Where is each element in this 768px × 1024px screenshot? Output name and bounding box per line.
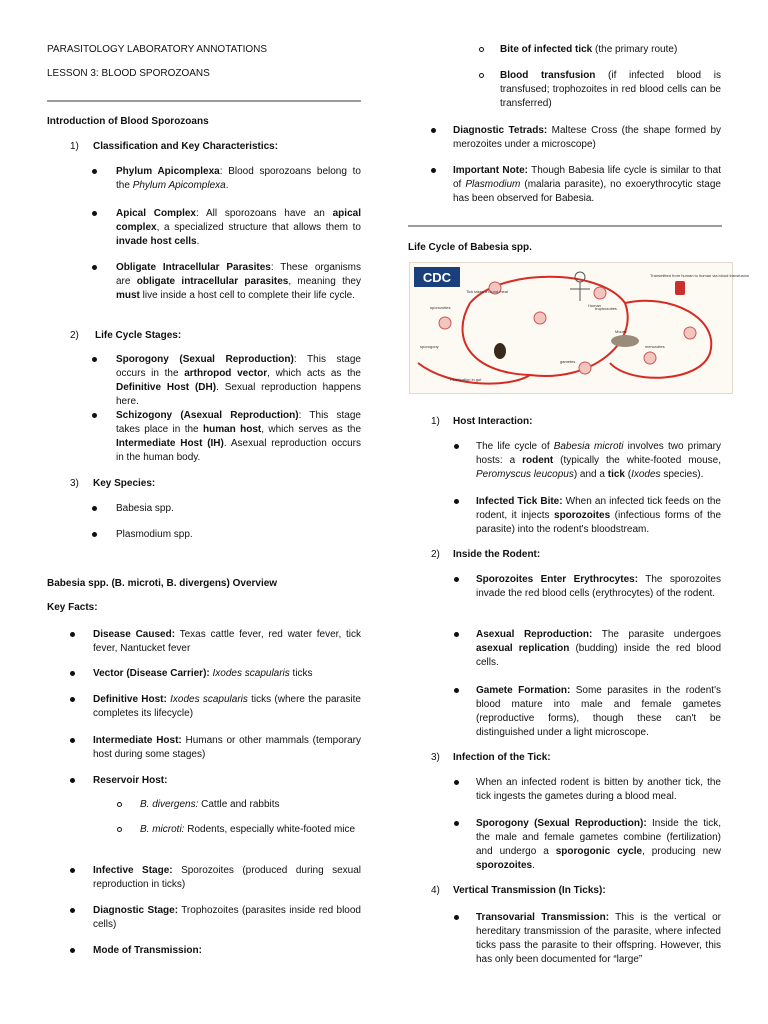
bullet: [70, 632, 75, 637]
bullet: [454, 915, 459, 920]
fact-mode-of-transmission: Mode of Transmission:: [93, 945, 202, 956]
tick-icon: [494, 343, 506, 359]
sub-bullet: [117, 827, 122, 832]
bullet: [92, 211, 97, 216]
section-number: 4): [431, 885, 440, 896]
section-title: Classification and Key Characteristics:: [93, 141, 279, 152]
bullet: [454, 688, 459, 693]
divider: [408, 225, 722, 227]
bullet: [92, 169, 97, 174]
section-number: 1): [431, 416, 440, 427]
list-item: The life cycle of Babesia microti involves two primary hosts: a rodent (typically the white-footed mouse, Peromyscus leucopus) and a tick (Ixodes species).: [476, 441, 722, 480]
section-title: Life Cycle Stages:: [95, 330, 182, 341]
fact-intermediate-host: Intermediate Host: Humans or other mammals (temporary host during some stages): [93, 735, 361, 760]
cell: [644, 352, 656, 364]
cell: [534, 312, 546, 324]
bullet: [454, 577, 459, 582]
bullet: [454, 444, 459, 449]
list-item: Plasmodium spp.: [116, 529, 193, 540]
list-item: Sporogony (Sexual Reproduction): This stage occurs in the arthropod vector, which acts as the Definitive Host (DH). Sexual reproduction happens here.: [116, 354, 361, 407]
mode-bite: Bite of infected tick (the primary route): [500, 44, 678, 55]
cdc-logo: CDC: [422, 270, 452, 285]
fact-infective-stage: Infective Stage: Sporozoites (produced during sexual reproduction in ticks): [93, 865, 362, 890]
figure-label: gametes: [560, 359, 576, 364]
section-title: Infection of the Tick:: [453, 752, 551, 763]
section-number: 2): [431, 549, 440, 560]
fact-diagnostic-stage: Diagnostic Stage: Trophozoites (parasites inside red blood cells): [93, 905, 361, 930]
bullet: [454, 821, 459, 826]
reservoir-microti: B. microti: Rodents, especially white-footed mice: [140, 824, 356, 835]
important-note: Important Note: Though Babesia life cycle is similar to that of Plasmodium (malaria parasite), no exoerythrocytic stage has been observed for Babesia.: [453, 165, 721, 204]
bullet: [92, 265, 97, 270]
bullet: [454, 780, 459, 785]
list-item: Infected Tick Bite: When an infected tick feeds on the rodent, it injects sporozoites (infectious forms of the parasite) into the rodent's bloodstream.: [476, 496, 721, 535]
bullet: [70, 948, 75, 953]
sub-bullet: [117, 802, 122, 807]
section-number: 2): [70, 330, 79, 341]
fact-diagnostic-tetrads: Diagnostic Tetrads: Maltese Cross (the shape formed by merozoites under a microscope): [453, 125, 722, 150]
bullet: [70, 697, 75, 702]
figure-label: Mouse: [615, 329, 628, 334]
fact-disease: Disease Caused: Texas cattle fever, red water fever, tick fever, Nantucket fever: [93, 629, 361, 654]
bullet: [454, 632, 459, 637]
list-item: Transovarial Transmission: This is the vertical or hereditary transmission of the parasite, where infected ticks pass the parasite to their offspring. However, this has only been documented for “large”: [476, 912, 721, 965]
fact-definitive-host: Definitive Host: Ixodes scapularis ticks (where the parasite completes its lifecycle): [93, 694, 361, 719]
list-item: When an infected rodent is bitten by another tick, the tick ingests the gametes during a blood meal.: [476, 777, 721, 802]
bullet: [70, 778, 75, 783]
lifecycle-diagram: [409, 262, 750, 394]
bullet: [70, 671, 75, 676]
list-item: Sporogony (Sexual Reproduction): Inside the tick, the male and female gametes combine (fertilization) and undergo a sporogonic cycle, producing new sporozoites.: [476, 818, 721, 871]
bullet: [454, 499, 459, 504]
mouse-icon: [611, 335, 639, 347]
section-title: Host Interaction:: [453, 416, 533, 427]
figure-label: Tick takes a blood meal: [466, 289, 508, 294]
lifecycle-illustration: [410, 263, 750, 393]
overview-heading: Babesia spp. (B. microti, B. divergens) Overview: [47, 578, 278, 589]
bullet: [92, 532, 97, 537]
list-item: Phylum Apicomplexa: Blood sporozoans belong to the Phylum Apicomplexa.: [116, 166, 361, 191]
list-item: Gamete Formation: Some parasites in the rodent's blood mature into male and female gametes (reproductive forms), though these can't be distinguished under a light microscope.: [476, 685, 721, 738]
list-item: Apical Complex: All sporozoans have an apical complex, a specialized structure that allows them to invade host cells.: [116, 208, 361, 247]
intro-heading: Introduction of Blood Sporozoans: [47, 116, 209, 127]
list-item: Babesia spp.: [116, 503, 174, 514]
lifecycle-heading: Life Cycle of Babesia spp.: [408, 242, 532, 253]
bullet: [92, 413, 97, 418]
section-number: 3): [70, 478, 79, 489]
cell: [579, 362, 591, 374]
list-item: Obligate Intracellular Parasites: These organisms are obligate intracellular parasites, meaning they must live inside a host cell to complete their life cycle.: [116, 262, 361, 301]
key-facts-heading: Key Facts:: [47, 602, 98, 613]
document-title: PARASITOLOGY LABORATORY ANNOTATIONS: [47, 44, 268, 55]
sub-bullet: [479, 47, 484, 52]
figure-label: sporozoites: [430, 305, 451, 310]
bullet: [431, 128, 436, 133]
section-title: Inside the Rodent:: [453, 549, 541, 560]
figure-label: Transmitted from human to human via blood transfusion: [650, 273, 750, 278]
sub-bullet: [479, 73, 484, 78]
figure-label: trophozoites: [595, 306, 617, 311]
bullet: [70, 738, 75, 743]
reservoir-divergens: B. divergens: Cattle and rabbits: [140, 799, 280, 810]
cell: [439, 317, 451, 329]
bullet: [92, 357, 97, 362]
section-number: 3): [431, 752, 440, 763]
blood-bag-icon: [675, 281, 685, 295]
section-number: 1): [70, 141, 79, 152]
figure-label: Human: [588, 303, 601, 308]
bullet: [70, 868, 75, 873]
figure-label: sporogony: [420, 344, 439, 349]
bullet: [92, 506, 97, 511]
cell: [594, 287, 606, 299]
section-title: Key Species:: [93, 478, 156, 489]
list-item: Schizogony (Asexual Reproduction): This stage takes place in the human host, which serves as the Intermediate Host (IH). Asexual reproduction occurs in the human body.: [116, 410, 362, 463]
divider: [47, 100, 361, 102]
figure-label: Fertilization in gut: [450, 377, 482, 382]
bullet: [70, 908, 75, 913]
mode-transfusion: Blood transfusion (if infected blood is transfused; trophozoites in red blood cells can be transferred): [500, 70, 721, 109]
lesson-title: LESSON 3: BLOOD SPOROZOANS: [47, 68, 210, 79]
fact-vector: Vector (Disease Carrier): Ixodes scapularis ticks: [93, 668, 313, 679]
bullet: [431, 168, 436, 173]
cell: [684, 327, 696, 339]
fact-reservoir-host: Reservoir Host:: [93, 775, 168, 786]
section-title: Vertical Transmission (In Ticks):: [453, 885, 606, 896]
figure-label: merozoites: [645, 344, 665, 349]
cycle-arrow: [463, 303, 531, 375]
list-item: Sporozoites Enter Erythrocytes: The sporozoites invade the red blood cells (erythrocytes) of the rodent.: [476, 574, 721, 599]
list-item: Asexual Reproduction: The parasite undergoes asexual replication (budding) inside the red blood cells.: [476, 629, 722, 668]
